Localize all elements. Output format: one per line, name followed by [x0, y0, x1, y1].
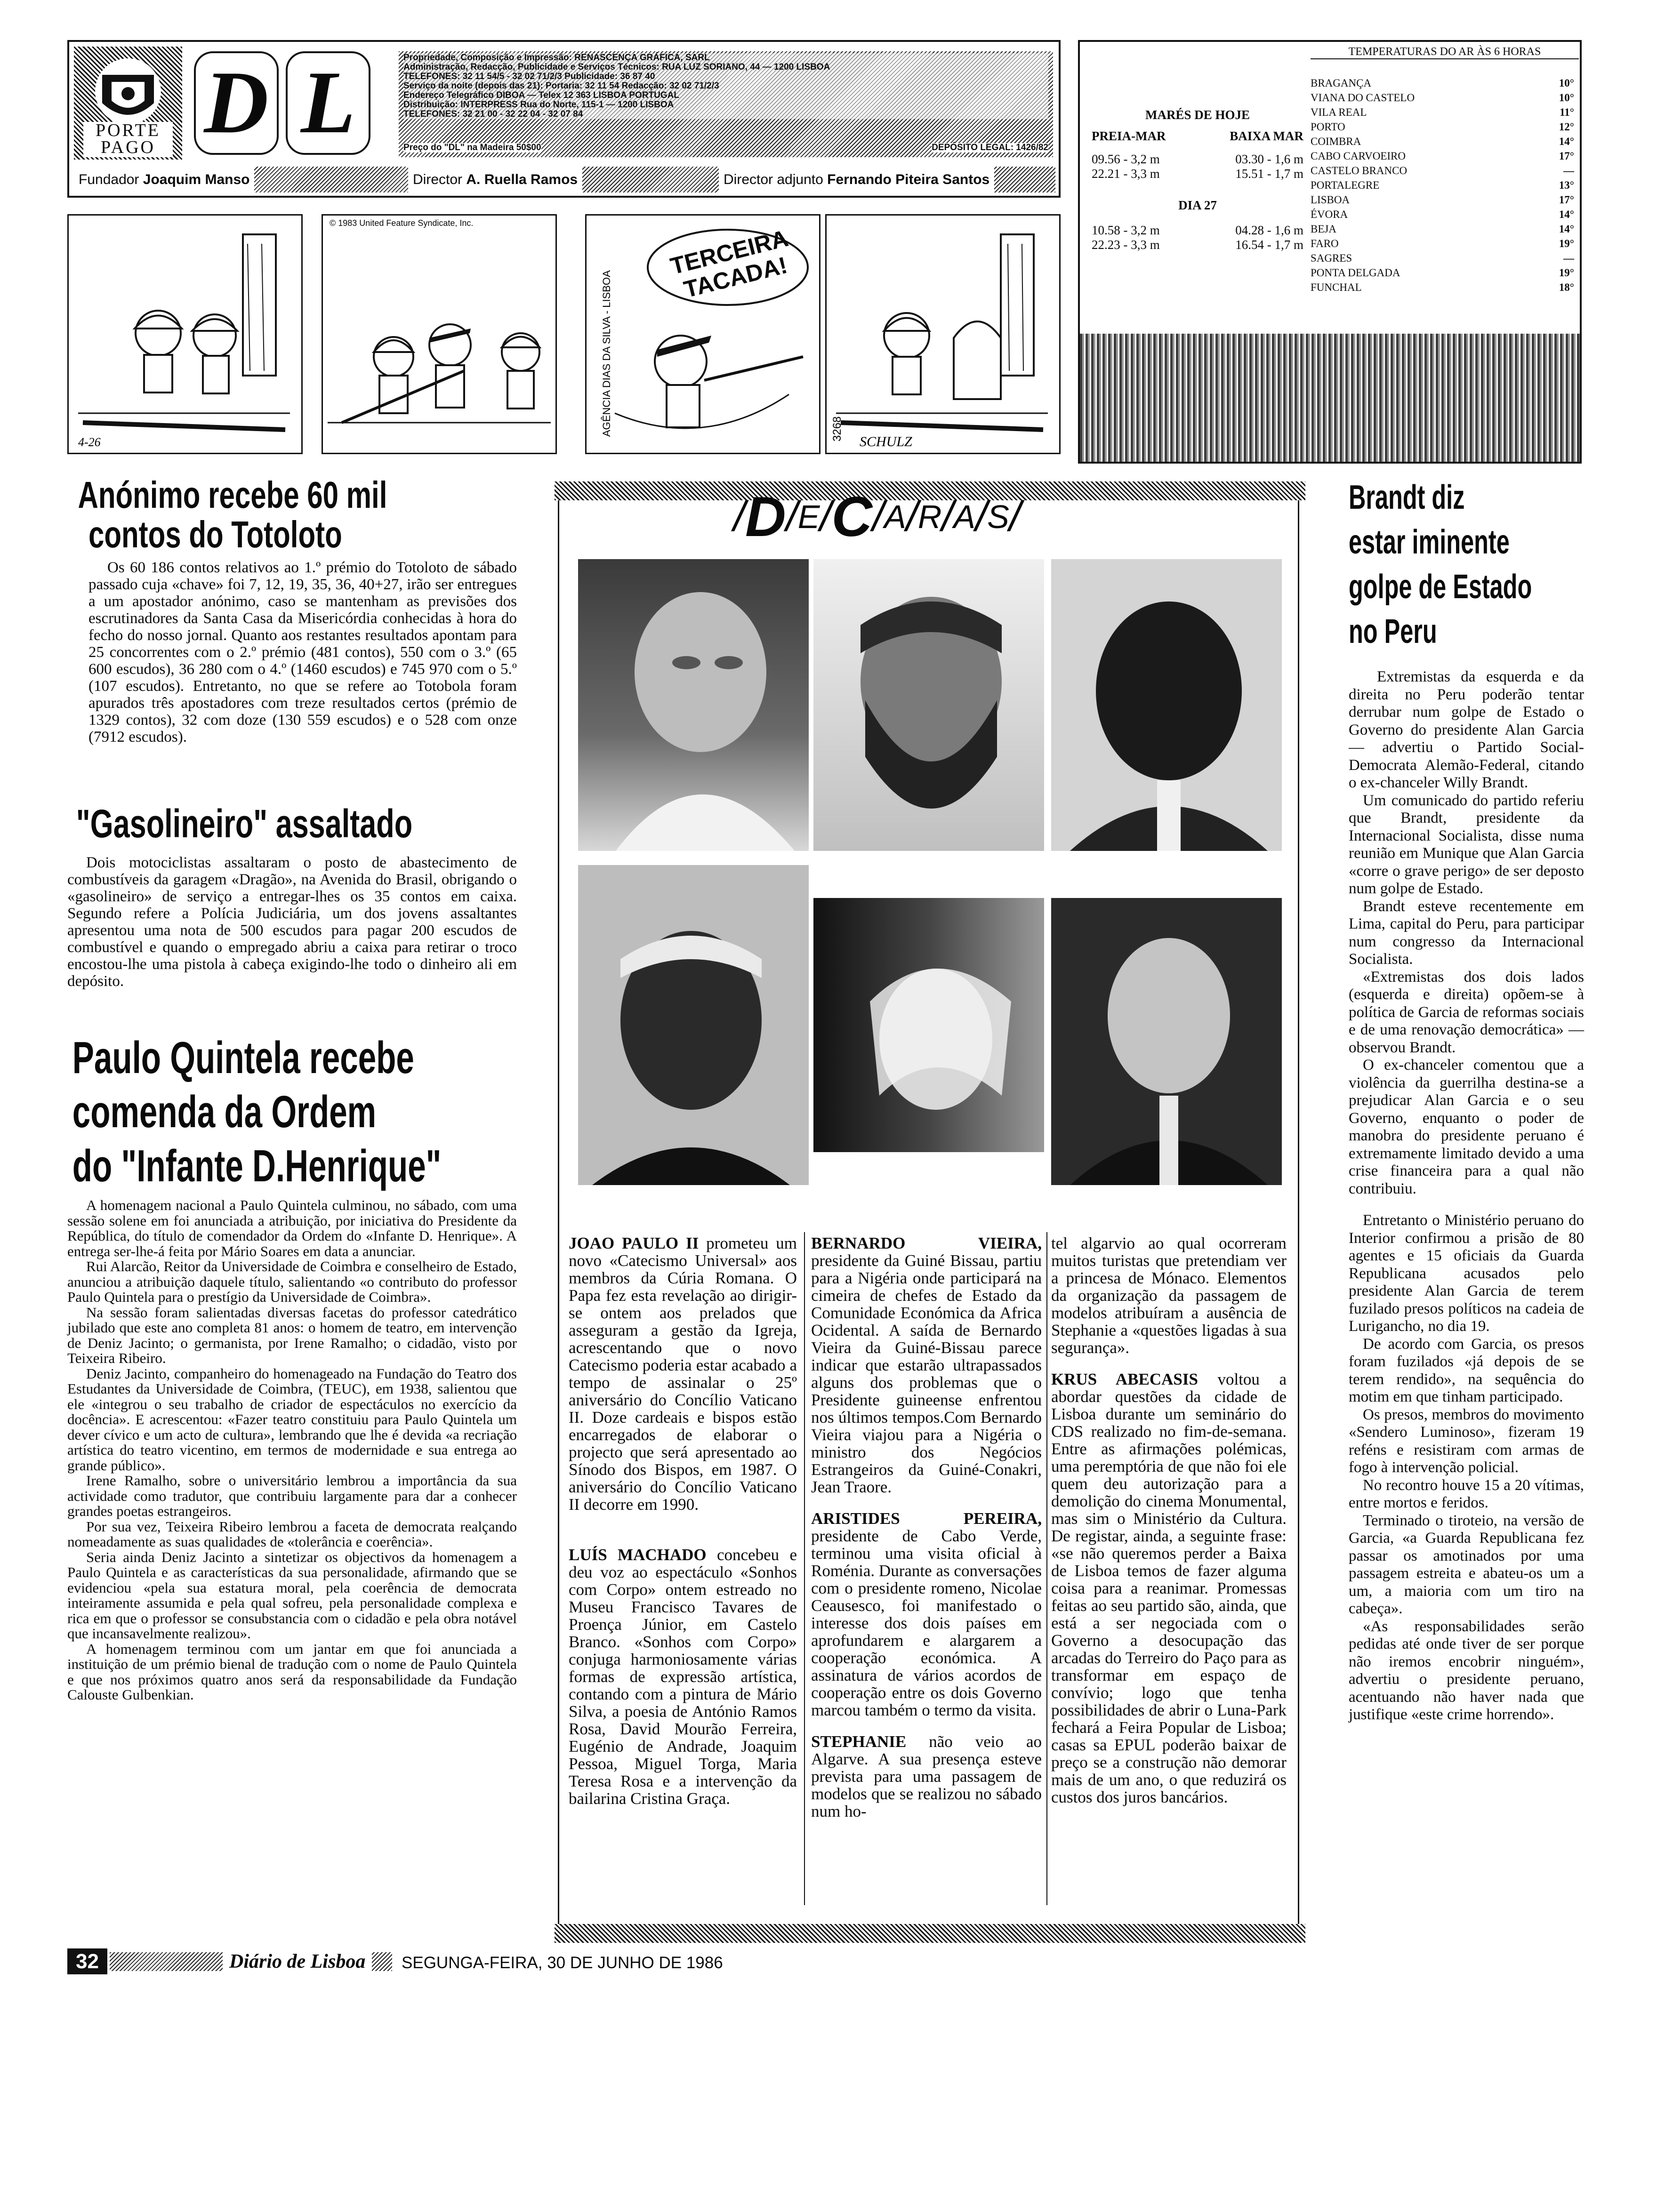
temp-row: COIMBRA 14°: [1311, 136, 1574, 147]
temperatures-list: [1311, 76, 1574, 295]
paragraph: No recontro houve 15 a 20 vítimas, entre mortos e feridos.: [1349, 1476, 1584, 1511]
pago-label: PAGO: [101, 137, 155, 157]
paragraph: Entretanto o Ministério peruano do Interior confirmou a prisão de 80 agentes e 15 oficiais da Guarda Republicana acusados pelo presidente Alan Garcia de terem fuzilado presos políticos na cadeia de Lurigancho, no dia 19.: [1349, 1212, 1584, 1335]
decaras-letter: E: [797, 498, 820, 535]
decaras-letter: A: [953, 498, 976, 535]
photo-krus-abecasis: [1051, 898, 1282, 1185]
paragraph: Seria ainda Deniz Jacinto a sintetizar os objectivos da homenagem a Paulo Quintela e as características da sua personalidade, afirmando que se evidenciou «pela sua estatura moral, pela coerência de democrata inteiramente assumida e pela qual sofreu, pela personalidade complexa e rica em que o professor se consubstancia com o cidadão e pela obra notável que incansavelmente realizou».: [67, 1548, 517, 1642]
decaras-letter: A: [884, 498, 906, 535]
decaras-col-3: [1051, 1234, 1287, 1811]
body-brandt: [1349, 668, 1584, 1724]
paragraph: A homenagem terminou com um jantar em que foi anunciada a instituição de um prémio bienal de tradução com o nome de Paulo Quintela e que nos próximos quatro anos será da responsabilidade da Fundação Calouste Gulbenkian.: [67, 1640, 517, 1703]
tide-value: 10.58 - 3,2 m: [1092, 223, 1160, 237]
paragraph: O ex-chanceler comentou que a violência da guerrilha destina-se a prejudicar Alan Garcia e o seu Governo, enquanto o poder de manobra do presidente peruano é extremamente limitado devido a uma crise financeira para a qual não contribuiu.: [1349, 1057, 1584, 1197]
decaras-name: JOAO PAULO II: [569, 1234, 699, 1252]
comic-code: 3268: [831, 416, 844, 441]
photo-bernardo-vieira: [813, 559, 1044, 851]
info-line: Distribuição: INTERPRESS Rua do Norte, 115-1 — 1200 LISBOA: [403, 100, 674, 110]
photo-pope: [578, 559, 809, 851]
comic-strip: [67, 214, 1061, 454]
article-gasolineiro: [67, 802, 517, 990]
paragraph: De acordo com Garcia, os presos foram fuzilados «já depois de se terem rendido», na sequência do motim em que tinham participado.: [1349, 1335, 1584, 1405]
decaras-text: prometeu um novo «Catecismo Universal» aos membros da Cúria Romana. O Papa fez esta revelação ao dirigir-se ontem aos prelados que asseguram a gestão da Igreja, acrescentando que o novo Catecismo poderia estar acabado a tempo de assinalar o 25º aniversário do Concílio Vaticano II. Doze cardeais e bispos estão encarregados de elaborar o projecto que será apresentado ao Sínodo dos Bispos, em 1987. O aniversário do Concílio Vaticano II decorre em 1990.: [569, 1234, 797, 1514]
tides-title: MARÉS DE HOJE: [1145, 108, 1250, 122]
info-line: Serviço da noite (depois das 21): Portaria: 32 11 54 Redacção: 32 02 71/2/3: [403, 81, 719, 91]
photo-aristides-pereira: [1051, 559, 1282, 851]
peanuts-scene-4: [827, 216, 1059, 453]
weather-box: [1078, 40, 1582, 464]
info-line: TELEFONES: 32 11 54/5 - 32 02 71/2/3 Publicidade: 36 87 40: [403, 72, 655, 81]
headline-line: Paulo Quintela recebe: [72, 1033, 414, 1083]
info-line: Endereço Telegráfico DIBOA — Telex 12 363 LISBOA PORTUGAL: [403, 90, 679, 100]
decaras-text: presidente de Cabo Verde, terminou uma visita oficial à Roménia. Durante as conversações com o presidente romeno, Nicolae Ceausesco, foi manifestado o interesse dos dois países em aprofundarem e alargarem a cooperação económica. A assinatura de vários acordos de cooperação entre os dois Governo marcou também o termo da visita.: [811, 1527, 1042, 1719]
founder-name: Joaquim Manso: [143, 172, 250, 187]
comic-panel-2: [322, 214, 557, 454]
tide-value: 04.28 - 1,6 m: [1235, 223, 1303, 237]
tide-value: 09.56 - 3,2 m: [1092, 152, 1160, 166]
decaras-text: tel algarvio ao qual ocorreram muitos turistas que pretendiam ver a princesa de Mónaco. Elementos da organização da passagem de modelos atribuíram a ausência de Stephanie a «questões ligadas à sua segurança».: [1051, 1234, 1287, 1357]
comic-panel-3: [585, 214, 820, 454]
decaras-item: [1051, 1370, 1287, 1806]
temp-row: FUNCHAL 18°: [1311, 281, 1574, 293]
deputy-label: Director adjunto: [724, 172, 823, 187]
legal-line: DEPÓSITO LEGAL: 1426/82: [932, 143, 1048, 152]
info-line: Administração, Redacção, Publicidade e Serviços Técnicos: RUA LUZ SORIANO, 44 — 1200 LISBOA: [403, 62, 830, 72]
info-line: Propriedade, Composição e Impressão: RENASCENÇA GRÁFICA, SARL: [403, 53, 710, 63]
headline-quintela: [67, 1031, 523, 1193]
tides-col-baixa: BAIXA MAR: [1230, 129, 1303, 143]
page-number: 32: [67, 1948, 107, 1974]
decaras-letter: S: [987, 498, 1009, 535]
temp-row: SAGRES —: [1311, 252, 1574, 264]
logo-d: D: [194, 51, 279, 155]
paragraph: Dois motociclistas assaltaram o posto de abastecimento de combustíveis da garagem «Dragão», na Avenida do Brasil, obrigando o «gasolineiro» de serviço a entregar-lhes os 35 contos em caixa. Segundo refere a Polícia Judiciária, um dos jovens assaltantes apresentou uma nota de 500 escudos para pagar 200 escudos de combustível e quando o empregado abriu a caixa para retirar o troco encostou-lhe uma pistola à cabeça exigindo-lhe todo o dinheiro ali em depósito.: [67, 854, 517, 990]
tides-col-preia: PREIA-MAR: [1092, 129, 1166, 143]
tide-value: 16.54 - 1,7 m: [1235, 238, 1303, 252]
comic-date: 4-26: [78, 435, 101, 449]
headline-line: contos do Totoloto: [88, 513, 342, 555]
temperatures-title: TEMPERATURAS DO AR ÀS 6 HORAS: [1311, 46, 1579, 59]
photo-luis-machado: [578, 865, 809, 1185]
decaras-name: STEPHANIE: [811, 1732, 907, 1751]
temp-row: FARO 19°: [1311, 238, 1574, 249]
paragraph: Por sua vez, Teixeira Ribeiro lembrou a faceta de democrata realçando nomeadamente as suas qualidades de «tolerância e coerência».: [67, 1518, 517, 1550]
decaras-text: voltou a abordar questões da cidade de Lisboa durante um seminário do CDS realizado no fim-de-semana. Entre as afirmações polémicas, uma peremptória de que não foi ele quem deu autorização para a demolição do cinema Monumental, mas sim o Ministério da Cultura. De registar, ainda, a seguinte frase: «se não queremos perder a Baixa de Lisboa temos de fazer alguma coisa para a reanimar. Promessas feitas ao seu partido são, ainda, que está a ser negociada com o Governo a desocupação das arcadas do Terreiro do Paço para as transformar em espaço de convívio; logo que tenha possibilidades de abrir o Luna-Park fechará a Feira Popular de Lisboa; casas sa EPUL poderão baixar de preço se a construção não demorar mais de um ano, o que reduzirá os custos dos juros bancários.: [1051, 1370, 1287, 1806]
headline-line: comenda da Ordem: [72, 1087, 377, 1137]
masthead-credits: [74, 167, 1055, 192]
temp-row: PORTO 12°: [1311, 121, 1574, 133]
decaras-bottom-band: [555, 1924, 1305, 1943]
director-name: A. Ruella Ramos: [466, 172, 578, 187]
decaras-divider: [1046, 1232, 1047, 1905]
porte-label: PORTE: [95, 120, 161, 140]
comic-copyright: © 1983 United Feature Syndicate, Inc.: [330, 218, 474, 228]
masthead-info: [399, 51, 1053, 157]
headline-line: do "Infante D.Henrique": [72, 1141, 442, 1191]
decaras-letter: R: [917, 498, 942, 535]
peanuts-scene-1: [69, 216, 301, 453]
coat-of-arms-box: [74, 47, 182, 160]
paragraph: Brandt esteve recentemente em Lima, capital do Peru, para participar num congresso da Internacional Socialista.: [1349, 898, 1584, 968]
director-label: Director: [413, 172, 463, 187]
tide-value: 22.23 - 3,3 m: [1092, 238, 1160, 252]
headline-line: Brandt diz: [1349, 479, 1465, 516]
decaras-col-1: [569, 1234, 797, 1813]
headline-line: Anónimo recebe 60 mil: [78, 474, 387, 516]
comic-balloon-text: TERCEIRA TACADA!: [668, 224, 791, 303]
decaras-item: [811, 1510, 1042, 1719]
peanuts-scene-2: [323, 216, 555, 453]
tides-block: [1087, 108, 1308, 252]
body-gasolineiro: [67, 854, 517, 990]
comic-signature: SCHULZ: [860, 434, 912, 449]
paragraph: «As responsabilidades serão pedidas até onde tiver de ser porque não iremos encobrir ninguém», advertiu o presidente peruano, acentuando não haver nada que justifique «este crime horrendo».: [1349, 1618, 1584, 1723]
headline-line: golpe de Estado: [1349, 568, 1532, 606]
comic-panel-4: [825, 214, 1061, 454]
body-totoloto: [67, 559, 517, 745]
paragraph: Um comunicado do partido referiu que Brandt, presidente da Internacional Socialista, disse numa reunião em Munique que Alan Garcia «corre o grave perigo» de ser deposto num golpe de Estado.: [1349, 792, 1584, 897]
tide-value: 15.51 - 1,7 m: [1235, 167, 1303, 181]
temp-row: VILA REAL 11°: [1311, 106, 1574, 118]
temp-row: PONTA DELGADA 19°: [1311, 267, 1574, 279]
temp-row: BRAGANÇA 10°: [1311, 77, 1574, 89]
comic-agency: AGÊNCIA DIAS DA SILVA - LISBOA: [601, 270, 612, 437]
temp-row: CASTELO BRANCO —: [1311, 165, 1574, 176]
footer: [67, 1948, 1315, 1977]
article-brandt: [1349, 475, 1584, 1724]
footer-date: SEGUNGA-FEIRA, 30 DE JUNHO DE 1986: [402, 1954, 723, 1972]
decaras-item: [569, 1234, 797, 1513]
headline-totoloto: [67, 475, 526, 554]
weather-illegible-band: [1080, 334, 1580, 462]
tide-value: 22.21 - 3,3 m: [1092, 167, 1160, 181]
headline-gasolineiro: "Gasolineiro" assaltado: [76, 801, 413, 846]
comic-panel-1: [67, 214, 303, 454]
tide-value: 03.30 - 1,6 m: [1235, 152, 1303, 166]
headline-brandt: [1349, 475, 1584, 654]
decaras-text: concebeu e deu voz ao espectáculo «Sonhos com Corpo» ontem estreado no Museu Francisco Tavares de Proença Júnior, em Castelo Branco. «Sonhos com Corpo» conjuga harmoniosamente várias formas de expressão artística, contando com a pintura de Mário Silva, a poesia de António Ramos Rosa, David Mourão Ferreira, Eugénio de Andrade, Joaquim Pessoa, Miguel Torga, Maria Teresa Rosa e a intervenção da bailarina Cristina Graça.: [569, 1546, 797, 1808]
headline-line: estar iminente: [1349, 523, 1510, 561]
decaras-item: [1051, 1234, 1287, 1356]
article-totoloto: [67, 475, 517, 745]
temp-row: LISBOA 17°: [1311, 194, 1574, 206]
decaras-name: ARISTIDES PEREIRA,: [811, 1509, 1042, 1528]
paragraph: Os 60 186 contos relativos ao 1.º prémio do Totoloto de sábado passado cuja «chave» foi 7, 12, 19, 35, 36, 40+27, irão ser entregues a um apostador anónimo, caso se mantenham as previsões dos escrutinadores da Santa Casa da Misericórdia conhecidas à hora do fecho do nosso jornal. Quanto aos restantes resultados apontam para 25 concorrentes com o 2.º prémio (481 contos), 550 com o 3.º (65 600 escudos), 36 280 com o 4.º (1460 escudos) e 745 970 com o 5.º (107 escudos). Entretanto, no que se refere ao Totobola foram apurados três apostadores com treze resultados certos (prémio de 1329 contos), 32 com doze (130 559 escudos) e o 528 com onze (7912 escudos).: [88, 559, 517, 745]
footer-paper-name: Diário de Lisboa: [223, 1949, 372, 1974]
founder-label: Fundador: [79, 172, 139, 187]
decaras-col-2: [811, 1234, 1042, 1826]
decaras-item: [811, 1733, 1042, 1820]
decaras-text: não veio ao Algarve. A sua presença esteve prevista para uma passagem de modelos que se realizou no sábado num ho-: [811, 1732, 1042, 1820]
body-quintela: [67, 1198, 517, 1703]
decaras-text: presidente da Guiné Bissau, partiu para a Nigéria onde participará na cimeira de chefes de Estado da Comunidade Económica da Africa Ocidental. A saída de Bernardo Vieira da Guiné-Bissau parece indicar que estarão ultrapassados alguns dos problemas que o Presidente guineense enfrentou nos últimos tempos.Com Bernardo Vieira viajou para a Nigéria o ministro dos Negócios Estrangeiros da Guiné-Conakri, Jean Traore.: [811, 1251, 1042, 1496]
decaras-header: / D / E / C / A / R / A / S /: [733, 485, 1021, 548]
paragraph: «Extremistas dos dois lados (esquerda e direita) opõem-se à política de Garcia de reformas sociais e de uma renovação democrática» — observou Brandt.: [1349, 968, 1584, 1056]
masthead: [67, 40, 1061, 198]
paragraph: Terminado o tiroteio, na versão de Garcia, «a Guarda Republicana fez passar os amotinados por uma passagem estreita e abateu-os um a um, a maioria com um tiro na cabeça».: [1349, 1512, 1584, 1617]
decaras-name: KRUS ABECASIS: [1051, 1370, 1198, 1388]
paragraph: Deniz Jacinto, companheiro do homenageado na Fundação do Teatro dos Estudantes da Universidade de Coimbra, (TEUC), em 1938, salientou que ele «integrou o seu trabalho de criador de espectáculos no exercício da docência». E acrescentou: «Fazer teatro constituiu para Paulo Quintela um dever cívico e um acto de cultura», lembrando que lhe é devida «a recriação artística do teatro vicentino, em termos de modernidade e sua entrega ao grande público».: [67, 1365, 517, 1474]
deputy-name: Fernando Piteira Santos: [827, 172, 990, 187]
temp-row: VIANA DO CASTELO 10°: [1311, 92, 1574, 104]
decaras-name: BERNARDO VIEIRA,: [811, 1234, 1042, 1252]
logo-l: L: [286, 51, 370, 155]
decaras-item: [569, 1546, 797, 1807]
tides-day-label: DIA 27: [1178, 198, 1217, 212]
price-line: Preço do "DL" na Madeira 50$00: [403, 143, 541, 152]
paragraph: A homenagem nacional a Paulo Quintela culminou, no sábado, com uma sessão solene em foi anunciada a atribuição, por iniciativa do Presidente da República, do título de comendador da Ordem do «Infante D. Henrique». A entrega ser-lhe-á feita por Mário Soares em data a anunciar.: [67, 1197, 517, 1259]
decaras-divider: [804, 1232, 805, 1905]
paragraph: Os presos, membros do movimento «Sendero Luminoso», fizeram 19 reféns e resistiram com armas de fogo à intervenção policial.: [1349, 1406, 1584, 1476]
temp-row: CABO CARVOEIRO 17°: [1311, 150, 1574, 162]
decaras-item: [811, 1234, 1042, 1496]
temp-row: ÉVORA 14°: [1311, 208, 1574, 220]
temp-row: PORTALEGRE 13°: [1311, 179, 1574, 191]
paragraph: Irene Ramalho, sobre o universitário lembrou a importância da sua actividade como tradutor, que contribuiu largamente para dar a conhecer grandes poetas estrangeiros.: [67, 1472, 517, 1519]
temp-row: BEJA 14°: [1311, 223, 1574, 235]
paragraph: Extremistas da esquerda e da direita no Peru poderão tentar derrubar num golpe de Estado o Governo do presidente Alan Garcia — advertiu o Partido Social-Democrata Alemão-Federal, citando o ex-chanceler Willy Brandt.: [1349, 668, 1584, 791]
decaras-letter: D: [745, 485, 786, 548]
paragraph: Rui Alarcão, Reitor da Universidade de Coimbra e conselheiro de Estado, anunciou a atribuição daquele título, salientando «o contributo do professor Paulo Quintela para o prestígio da Universidade de Coimbra».: [67, 1258, 517, 1305]
paragraph: Na sessão foram salientadas diversas facetas do professor catedrático jubilado que este ano completa 81 anos: o homem de teatro, em intervenção de Deniz Jacinto; o germanista, por Irene Ramalho; o cidadão, visto por Teixeira Ribeiro.: [67, 1304, 517, 1366]
photo-stephanie: [813, 898, 1044, 1152]
decaras-box: [558, 485, 1299, 1941]
decaras-name: LUÍS MACHADO: [569, 1546, 707, 1564]
article-quintela: [67, 1031, 517, 1703]
decaras-letter: C: [831, 485, 873, 548]
headline-line: no Peru: [1349, 613, 1437, 650]
info-line: TELEFONES: 32 21 00 - 32 22 04 - 32 07 84: [403, 109, 583, 119]
